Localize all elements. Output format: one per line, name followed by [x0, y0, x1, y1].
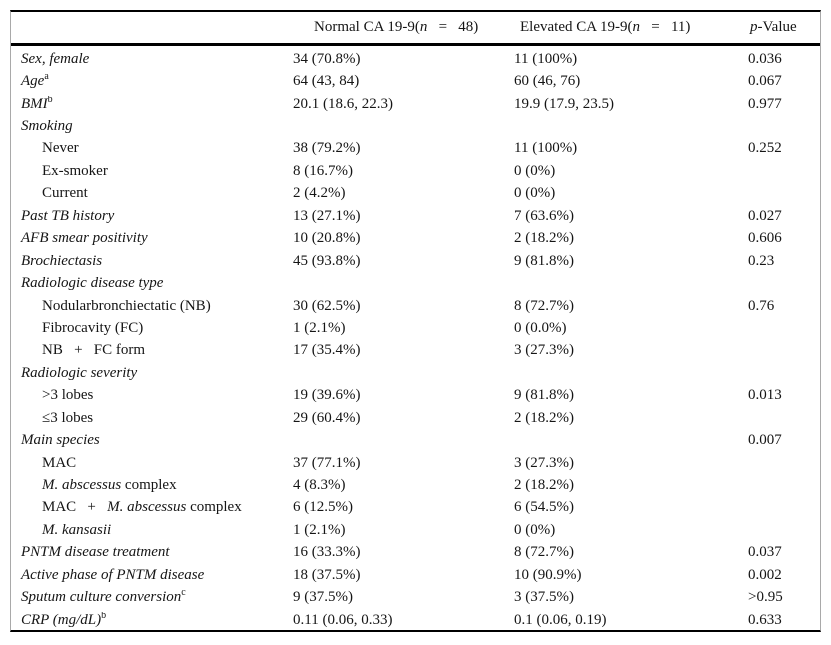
column-header-normal-ca19-9: [293, 19, 514, 36]
row-label: [11, 477, 293, 494]
table-row: [11, 250, 820, 272]
table-row: [11, 362, 820, 384]
table-row: [11, 407, 820, 429]
value-elevated-group: 8 (72.7%): [514, 297, 574, 314]
table-row: [11, 385, 820, 407]
table-row: [11, 295, 820, 317]
text-segment: Never: [42, 140, 79, 157]
value-elevated-group: 8 (72.7%): [514, 544, 574, 561]
value-elevated-group: 6 (54.5%): [514, 499, 574, 516]
p-value: 0.252: [748, 140, 782, 157]
value-normal-group: 8 (16.7%): [293, 162, 353, 179]
superscript-footnote-mark: a: [44, 73, 49, 83]
table-header-row: [11, 12, 820, 46]
row-label: [11, 612, 293, 629]
text-segment: >3 lobes: [42, 387, 94, 404]
value-elevated-group: 0.1 (0.06, 0.19): [514, 611, 607, 628]
table-row: [11, 272, 820, 294]
value-normal-group: 4 (8.3%): [293, 477, 346, 494]
value-normal-group: 38 (79.2%): [293, 140, 361, 157]
value-normal-group: 20.1 (18.6, 22.3): [293, 95, 393, 112]
text-segment: complex: [186, 499, 242, 516]
superscript-footnote-mark: b: [101, 611, 107, 621]
value-normal-group: 1 (2.1%): [293, 319, 346, 336]
p-value: 0.067: [748, 73, 782, 90]
value-elevated-group: 7 (63.6%): [514, 207, 574, 224]
value-normal-group: 19 (39.6%): [293, 387, 361, 404]
value-elevated-group: 3 (37.5%): [514, 589, 574, 606]
table-row: [11, 340, 820, 362]
text-segment: CRP (mg/dL): [21, 611, 102, 628]
table-row: [11, 587, 820, 609]
value-elevated-group: 19.9 (17.9, 23.5): [514, 95, 614, 112]
value-normal-group: 45 (93.8%): [293, 252, 361, 269]
value-normal-group: 64 (43, 84): [293, 73, 360, 90]
text-segment: Normal CA 19-9(: [314, 19, 420, 35]
text-segment: Sputum culture conversion: [21, 589, 182, 606]
text-segment: Past TB history: [21, 207, 115, 224]
value-normal-group: 34 (70.8%): [293, 50, 361, 67]
value-normal-group: 37 (77.1%): [293, 454, 361, 471]
text-segment: Ex-smoker: [42, 162, 108, 179]
text-segment: Radiologic severity: [21, 364, 138, 381]
row-label: [11, 51, 293, 68]
value-normal-group: 13 (27.1%): [293, 207, 361, 224]
row-label: [11, 275, 293, 292]
row-label: [11, 320, 293, 337]
text-segment: NB + FC form: [42, 342, 146, 359]
p-value: 0.013: [748, 387, 782, 404]
text-segment: = 11): [639, 19, 691, 35]
p-value: 0.606: [748, 230, 782, 247]
value-normal-group: 17 (35.4%): [293, 342, 361, 359]
row-label: [11, 118, 293, 135]
row-label: [11, 365, 293, 382]
table-row: [11, 115, 820, 137]
row-label: [11, 253, 293, 270]
row-label: [11, 96, 293, 113]
table-row: [11, 564, 820, 586]
text-segment: Elevated CA 19-9(: [520, 19, 633, 35]
text-segment: -Value: [757, 19, 797, 35]
text-segment: M. abscessus: [107, 499, 187, 516]
row-label: [11, 298, 293, 315]
text-segment: Nodularbronchiectatic (NB): [42, 297, 211, 314]
row-label: [11, 455, 293, 472]
row-label: [11, 163, 293, 180]
table-row: [11, 609, 820, 631]
text-segment: n: [632, 19, 640, 35]
table-row: [11, 48, 820, 70]
table-row: [11, 452, 820, 474]
row-label: [11, 342, 293, 359]
value-normal-group: 6 (12.5%): [293, 499, 353, 516]
text-segment: BMI: [21, 95, 48, 112]
value-normal-group: 29 (60.4%): [293, 409, 361, 426]
text-segment: = 48): [427, 19, 479, 35]
p-value: 0.977: [748, 95, 782, 112]
value-normal-group: 9 (37.5%): [293, 589, 353, 606]
value-elevated-group: 3 (27.3%): [514, 342, 574, 359]
row-label: [11, 589, 293, 606]
table-row: [11, 474, 820, 496]
table-body: [11, 46, 820, 631]
table-row: [11, 183, 820, 205]
text-segment: Current: [42, 185, 88, 202]
table-row: [11, 228, 820, 250]
value-normal-group: 18 (37.5%): [293, 566, 361, 583]
text-segment: Age: [21, 73, 45, 90]
p-value: 0.027: [748, 207, 782, 224]
column-header-elevated-ca19-9: [514, 19, 748, 36]
value-elevated-group: 0 (0.0%): [514, 319, 567, 336]
text-segment: n: [419, 19, 428, 35]
value-elevated-group: 0 (0%): [514, 185, 556, 202]
p-value: 0.633: [748, 611, 782, 628]
table-row: [11, 70, 820, 92]
text-segment: PNTM disease treatment: [21, 544, 170, 561]
row-label: [11, 499, 293, 516]
table-row: [11, 542, 820, 564]
row-label: [11, 140, 293, 157]
p-value: 0.23: [748, 252, 775, 269]
text-segment: AFB smear positivity: [21, 230, 148, 247]
column-header-p-value: [748, 19, 820, 36]
row-label: [11, 73, 293, 90]
row-label: [11, 567, 293, 584]
p-value: 0.036: [748, 50, 782, 67]
value-normal-group: 2 (4.2%): [293, 185, 346, 202]
comparison-table: [10, 10, 821, 632]
value-elevated-group: 2 (18.2%): [514, 477, 574, 494]
p-value: 0.76: [748, 297, 775, 314]
value-normal-group: 0.11 (0.06, 0.33): [293, 611, 393, 628]
text-segment: M. kansasii: [42, 521, 112, 538]
value-normal-group: 30 (62.5%): [293, 297, 361, 314]
text-segment: MAC: [42, 454, 77, 471]
row-label: [11, 522, 293, 539]
p-value: 0.037: [748, 544, 782, 561]
value-elevated-group: 9 (81.8%): [514, 252, 574, 269]
table-row: [11, 160, 820, 182]
text-segment: Fibrocavity (FC): [42, 319, 144, 336]
value-elevated-group: 60 (46, 76): [514, 73, 581, 90]
table-row: [11, 497, 820, 519]
row-label: [11, 387, 293, 404]
value-elevated-group: 9 (81.8%): [514, 387, 574, 404]
text-segment: Radiologic disease type: [21, 275, 164, 292]
text-segment: Main species: [21, 432, 100, 449]
value-elevated-group: 11 (100%): [514, 50, 578, 67]
table-row: [11, 429, 820, 451]
text-segment: M. abscessus: [42, 477, 122, 494]
superscript-footnote-mark: c: [181, 589, 186, 599]
table-row: [11, 317, 820, 339]
value-normal-group: 1 (2.1%): [293, 521, 346, 538]
p-value: >0.95: [748, 589, 783, 606]
row-label: [11, 230, 293, 247]
table-row: [11, 93, 820, 115]
row-label: [11, 185, 293, 202]
row-label: [11, 208, 293, 225]
row-label: [11, 432, 293, 449]
text-segment: Smoking: [21, 118, 73, 135]
text-segment: Sex, female: [21, 50, 90, 67]
value-elevated-group: 3 (27.3%): [514, 454, 574, 471]
value-elevated-group: 2 (18.2%): [514, 409, 574, 426]
table-row: [11, 519, 820, 541]
table-row: [11, 138, 820, 160]
text-segment: ≤3 lobes: [42, 409, 94, 426]
value-normal-group: 16 (33.3%): [293, 544, 361, 561]
value-elevated-group: 11 (100%): [514, 140, 578, 157]
value-elevated-group: 0 (0%): [514, 521, 556, 538]
value-elevated-group: 10 (90.9%): [514, 566, 582, 583]
row-label: [11, 410, 293, 427]
value-elevated-group: 0 (0%): [514, 162, 556, 179]
text-segment: p: [750, 19, 758, 35]
text-segment: MAC +: [42, 499, 108, 516]
row-label: [11, 544, 293, 561]
value-elevated-group: 2 (18.2%): [514, 230, 574, 247]
superscript-footnote-mark: b: [47, 95, 53, 105]
table-row: [11, 205, 820, 227]
p-value: 0.007: [748, 432, 782, 449]
value-normal-group: 10 (20.8%): [293, 230, 361, 247]
text-segment: Active phase of PNTM disease: [21, 566, 205, 583]
text-segment: Brochiectasis: [21, 252, 103, 269]
p-value: 0.002: [748, 566, 782, 583]
text-segment: complex: [121, 477, 177, 494]
